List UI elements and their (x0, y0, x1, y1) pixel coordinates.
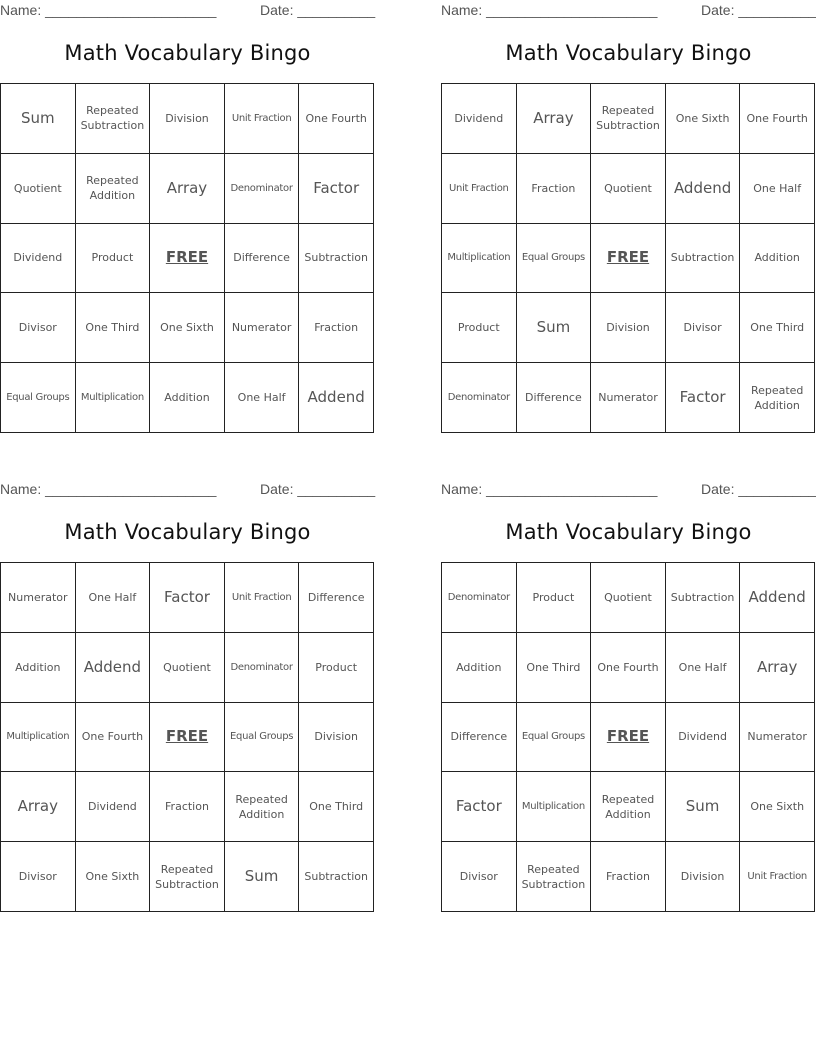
bingo-card-3 (0, 479, 375, 914)
bingo-cell: One Sixth (150, 293, 225, 363)
bingo-cell: One Half (666, 633, 741, 703)
bingo-cell: Product (299, 633, 374, 703)
bingo-cell: Multiplication (76, 363, 151, 433)
free-space: FREE (591, 703, 666, 773)
bingo-cell: Product (76, 224, 151, 294)
bingo-cell: One Third (517, 633, 592, 703)
bingo-cell: Dividend (1, 224, 76, 294)
bingo-cell: Dividend (666, 703, 741, 773)
date-field-label: Date: __________ (701, 481, 816, 497)
bingo-cell: Division (150, 84, 225, 154)
bingo-cell: Denominator (225, 633, 300, 703)
bingo-cell: Difference (442, 703, 517, 773)
bingo-cell: One Sixth (76, 842, 151, 912)
bingo-cell: Sum (517, 293, 592, 363)
bingo-cell: Addend (740, 563, 815, 633)
name-field-label: Name: ______________________ (441, 2, 658, 18)
bingo-cell: One Fourth (740, 84, 815, 154)
bingo-cell: Difference (517, 363, 592, 433)
bingo-cell: One Half (225, 363, 300, 433)
bingo-cell: Repeated Addition (76, 154, 151, 224)
bingo-cell: Factor (442, 772, 517, 842)
bingo-cell: Subtraction (666, 563, 741, 633)
bingo-cell: One Sixth (666, 84, 741, 154)
bingo-cell: Array (740, 633, 815, 703)
bingo-cell: Array (1, 772, 76, 842)
bingo-card-4 (441, 479, 816, 914)
bingo-cell: Subtraction (299, 224, 374, 294)
bingo-cell: Equal Groups (517, 703, 592, 773)
date-field-label: Date: __________ (260, 481, 376, 497)
bingo-cell: Factor (299, 154, 374, 224)
bingo-cell: One Fourth (591, 633, 666, 703)
bingo-cell: Addend (299, 363, 374, 433)
bingo-cell: Sum (225, 842, 300, 912)
card-header (0, 0, 375, 20)
bingo-cell: Repeated Addition (740, 363, 815, 433)
bingo-cell: Equal Groups (1, 363, 76, 433)
bingo-cell: Factor (666, 363, 741, 433)
bingo-cell: Factor (150, 563, 225, 633)
bingo-cell: One Third (299, 772, 374, 842)
card-title: Math Vocabulary Bingo (64, 41, 311, 65)
card-title: Math Vocabulary Bingo (505, 520, 752, 544)
card-title: Math Vocabulary Bingo (64, 520, 311, 544)
bingo-cell: Unit Fraction (740, 842, 815, 912)
bingo-cell: Repeated Subtraction (517, 842, 592, 912)
bingo-cell: Addition (1, 633, 76, 703)
bingo-cell: Addition (442, 633, 517, 703)
bingo-cell: Difference (299, 563, 374, 633)
bingo-grid (0, 83, 374, 433)
bingo-cell: Division (666, 842, 741, 912)
bingo-grid (0, 562, 374, 912)
bingo-cell: Array (150, 154, 225, 224)
card-header (441, 0, 816, 20)
bingo-cell: Addition (150, 363, 225, 433)
card-title: Math Vocabulary Bingo (505, 41, 752, 65)
bingo-cell: Equal Groups (225, 703, 300, 773)
bingo-cell: Dividend (76, 772, 151, 842)
bingo-cell: Divisor (666, 293, 741, 363)
bingo-cell: Unit Fraction (225, 84, 300, 154)
bingo-cell: Equal Groups (517, 224, 592, 294)
bingo-cell: Addition (740, 224, 815, 294)
bingo-cell: Difference (225, 224, 300, 294)
bingo-grid (441, 83, 815, 433)
bingo-cell: Fraction (150, 772, 225, 842)
bingo-cell: Denominator (225, 154, 300, 224)
bingo-cell: Divisor (1, 842, 76, 912)
bingo-card-2 (441, 0, 816, 435)
bingo-cell: One Fourth (76, 703, 151, 773)
bingo-cell: Repeated Addition (591, 772, 666, 842)
bingo-cell: Quotient (150, 633, 225, 703)
bingo-cell: Divisor (442, 842, 517, 912)
bingo-cell: Repeated Subtraction (591, 84, 666, 154)
bingo-cell: One Half (740, 154, 815, 224)
bingo-cell: One Sixth (740, 772, 815, 842)
name-field-label: Name: ______________________ (0, 2, 217, 18)
bingo-cell: Numerator (740, 703, 815, 773)
name-field-label: Name: ______________________ (0, 481, 217, 497)
bingo-cell: Repeated Addition (225, 772, 300, 842)
bingo-cell: Addend (666, 154, 741, 224)
bingo-cell: Fraction (591, 842, 666, 912)
card-header (441, 479, 816, 499)
bingo-cell: Unit Fraction (225, 563, 300, 633)
bingo-cell: Unit Fraction (442, 154, 517, 224)
bingo-cell: One Half (76, 563, 151, 633)
bingo-cell: Sum (1, 84, 76, 154)
bingo-cell: Addend (76, 633, 151, 703)
bingo-cell: Fraction (299, 293, 374, 363)
bingo-cell: Numerator (1, 563, 76, 633)
name-field-label: Name: ______________________ (441, 481, 658, 497)
bingo-cell: Multiplication (442, 224, 517, 294)
bingo-cell: Repeated Subtraction (150, 842, 225, 912)
free-space: FREE (150, 224, 225, 294)
date-field-label: Date: __________ (260, 2, 376, 18)
date-field-label: Date: __________ (701, 2, 816, 18)
bingo-cell: Quotient (591, 154, 666, 224)
bingo-cell: Sum (666, 772, 741, 842)
bingo-cell: Division (591, 293, 666, 363)
bingo-cell: Product (517, 563, 592, 633)
free-space: FREE (150, 703, 225, 773)
card-header (0, 479, 375, 499)
bingo-cell: Multiplication (1, 703, 76, 773)
bingo-cell: Subtraction (299, 842, 374, 912)
bingo-cell: Subtraction (666, 224, 741, 294)
bingo-grid (441, 562, 815, 912)
bingo-cell: Quotient (1, 154, 76, 224)
free-space: FREE (591, 224, 666, 294)
bingo-cell: Denominator (442, 363, 517, 433)
bingo-cell: Divisor (1, 293, 76, 363)
bingo-cell: Denominator (442, 563, 517, 633)
bingo-cell: One Third (76, 293, 151, 363)
bingo-cell: Numerator (591, 363, 666, 433)
bingo-cell: One Third (740, 293, 815, 363)
bingo-cell: Repeated Subtraction (76, 84, 151, 154)
bingo-cell: One Fourth (299, 84, 374, 154)
bingo-cell: Array (517, 84, 592, 154)
bingo-card-1 (0, 0, 375, 435)
bingo-cell: Product (442, 293, 517, 363)
bingo-cell: Fraction (517, 154, 592, 224)
bingo-cell: Numerator (225, 293, 300, 363)
bingo-cell: Dividend (442, 84, 517, 154)
bingo-cell: Division (299, 703, 374, 773)
bingo-cell: Quotient (591, 563, 666, 633)
bingo-cell: Multiplication (517, 772, 592, 842)
